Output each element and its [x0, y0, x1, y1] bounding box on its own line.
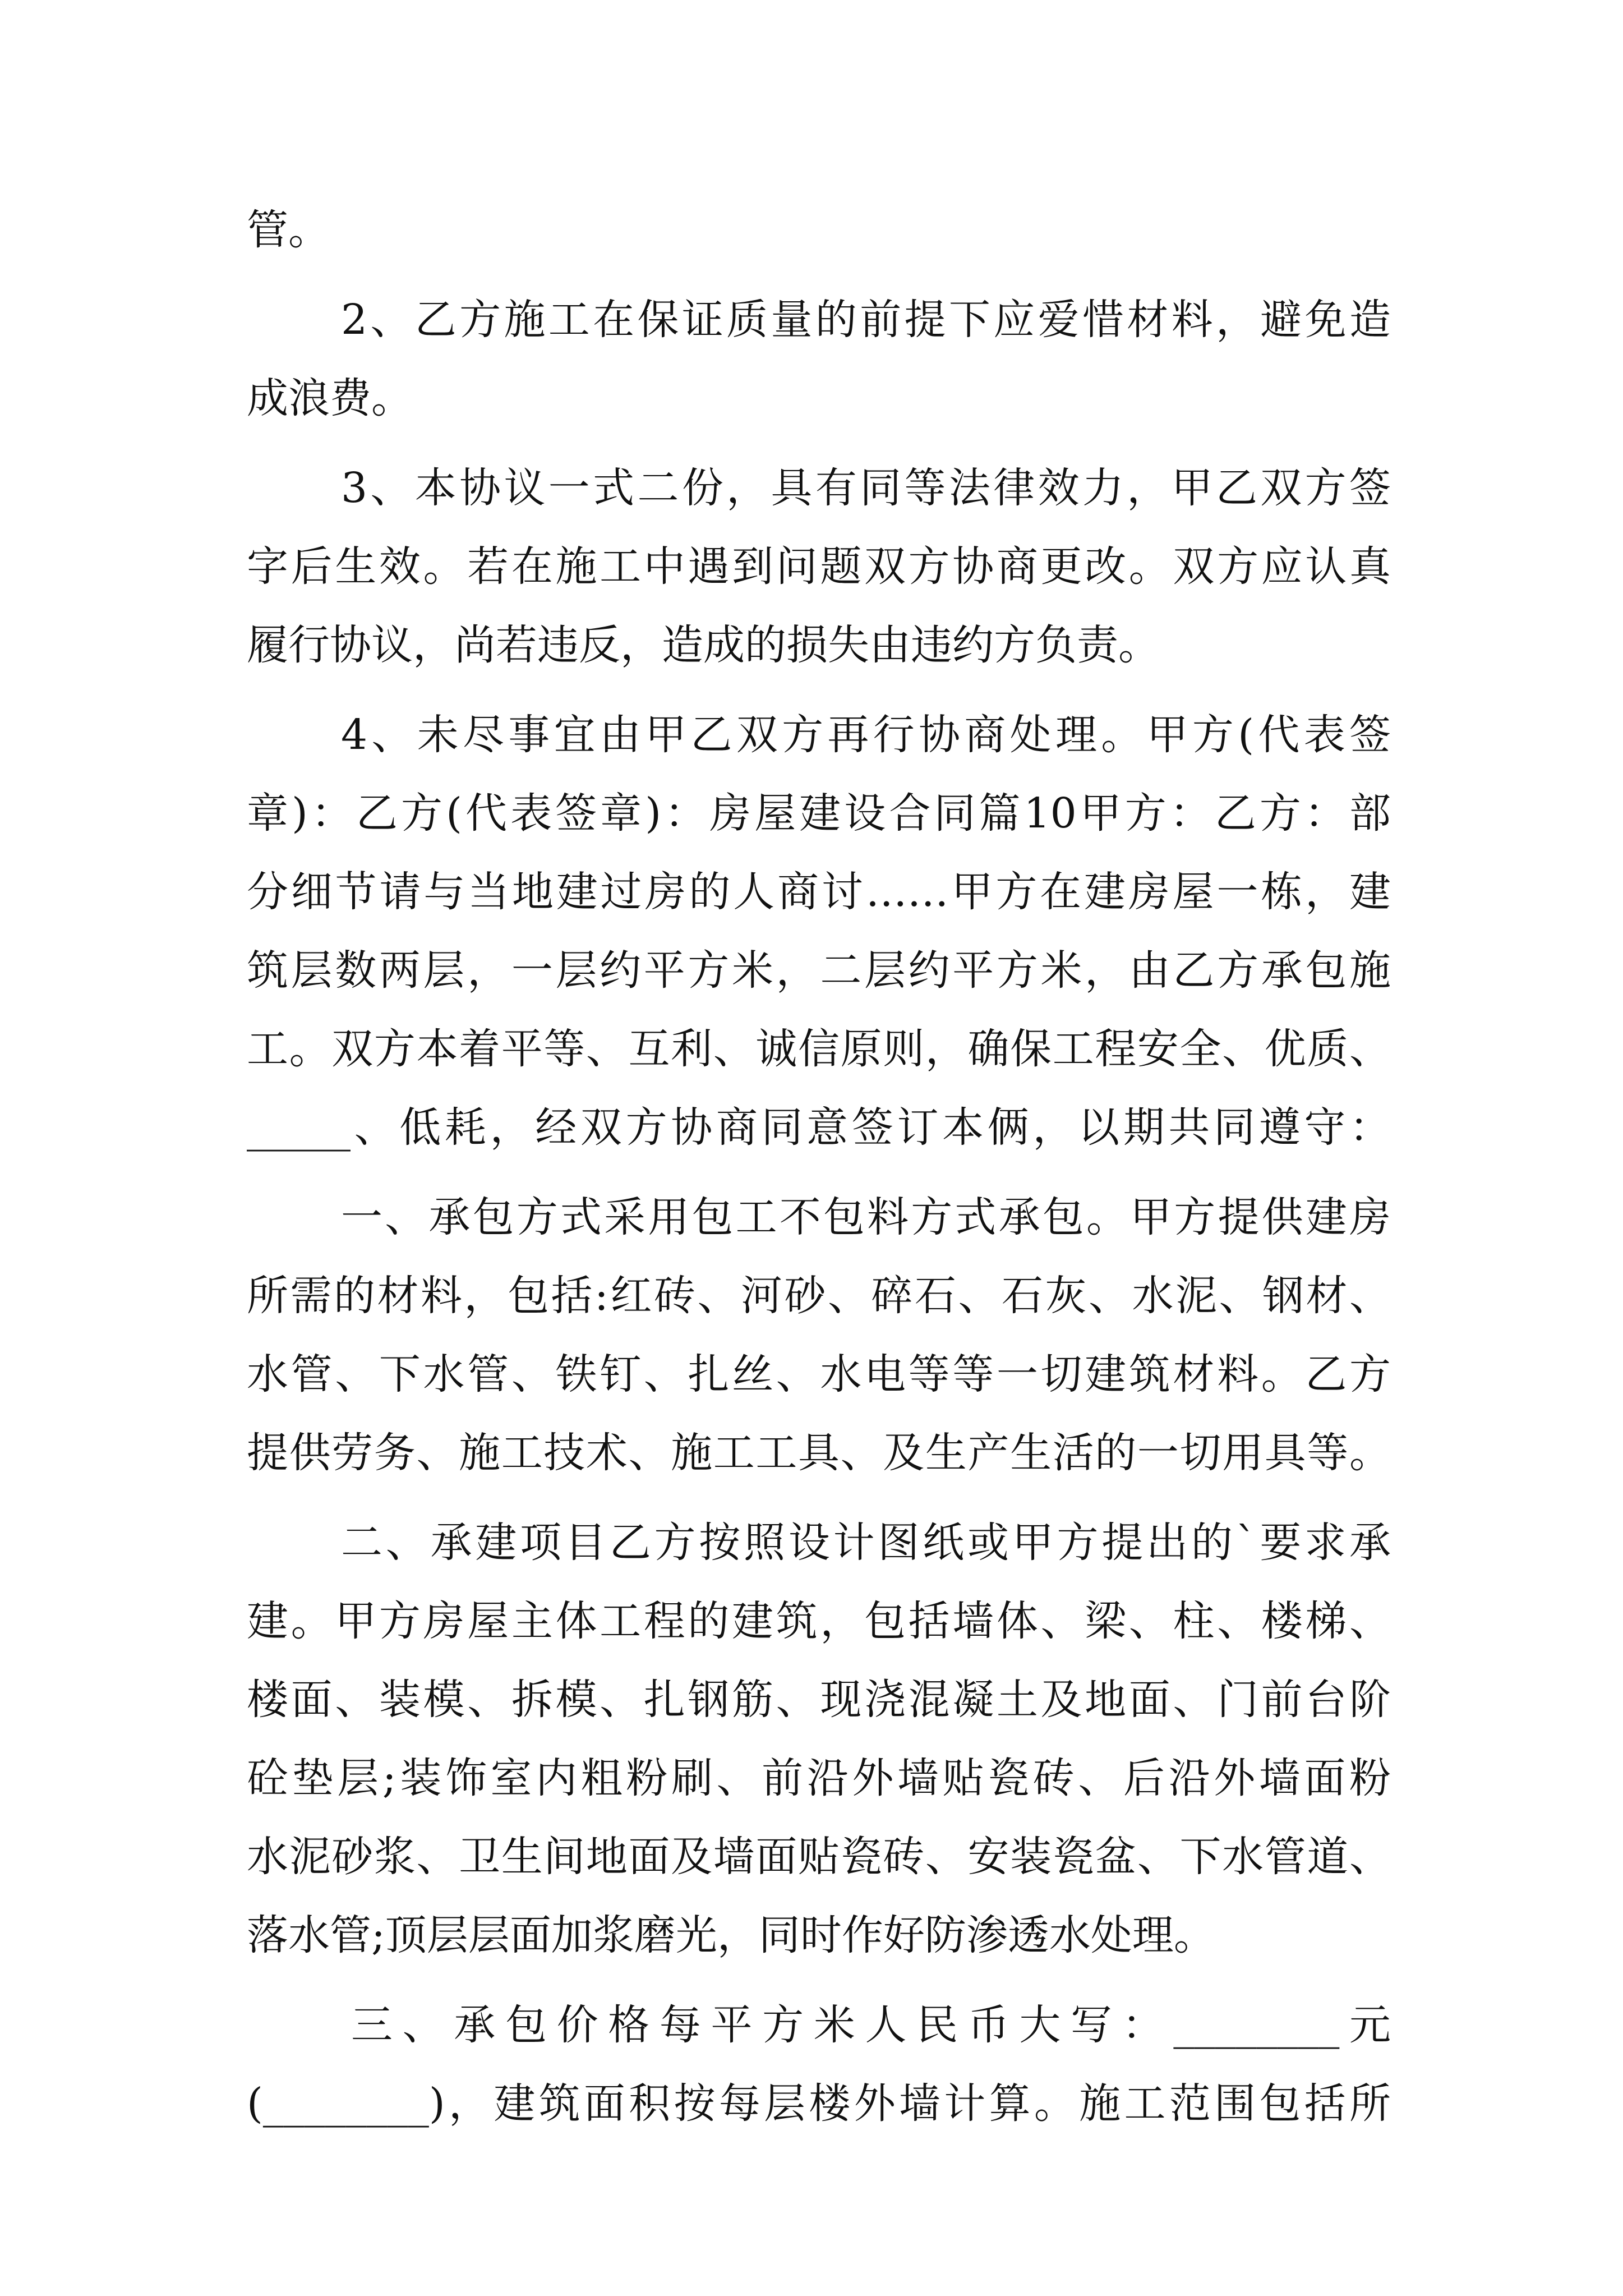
text-line: 一、承包方式采用包工不包料方式承包。甲方提供建房 — [341, 1193, 1391, 1241]
text-line: 水管、下水管、铁钉、扎丝、水电等等一切建筑材料。乙方 — [247, 1350, 1391, 1398]
text-line: 2、乙方施工在保证质量的前提下应爱惜材料，避免造 — [341, 296, 1391, 344]
text-line: 4、未尽事宜由甲乙双方再行协商处理。甲方(代表签 — [341, 711, 1391, 759]
text-line: 水泥砂浆、卫生间地面及墙面贴瓷砖、安装瓷盆、下水管道、 — [247, 1833, 1391, 1881]
text-line: 落水管;顶层层面加浆磨光，同时作好防渗透水处理。 — [247, 1911, 1215, 1959]
text-line: 工。双方本着平等、互利、诚信原则，确保工程安全、优质、 — [247, 1025, 1391, 1073]
text-line: _____、低耗，经双方协商同意签订本俩，以期共同遵守： — [247, 1103, 1391, 1152]
text-line: 分细节请与当地建过房的人商讨……甲方在建房屋一栋，建 — [247, 868, 1391, 916]
text-line: 字后生效。若在施工中遇到问题双方协商更改。双方应认真 — [247, 542, 1391, 591]
text-line: 筑层数两层，一层约平方米，二层约平方米，由乙方承包施 — [247, 946, 1391, 995]
text-line: 所需的材料，包括:红砖、河砂、碎石、石灰、水泥、钢材、 — [247, 1272, 1391, 1320]
text-line: 成浪费。 — [247, 374, 413, 422]
text-line: 提供劳务、施工技术、施工工具、及生产生活的一切用具等。 — [247, 1429, 1391, 1477]
text-line: 楼面、装模、拆模、扎钢筋、现浇混凝土及地面、门前台阶 — [247, 1676, 1391, 1724]
text-line: 章)：乙方(代表签章)：房屋建设合同篇10甲方：乙方：部 — [247, 789, 1391, 838]
text-line: 二、承建项目乙方按照设计图纸或甲方提出的`要求承 — [341, 1519, 1391, 1567]
text-line: 履行协议，尚若违反，造成的损失由违约方负责。 — [247, 621, 1160, 669]
text-line: 建。甲方房屋主体工程的建筑，包括墙体、梁、柱、楼梯、 — [247, 1597, 1391, 1645]
text-line: 砼垫层;装饰室内粗粉刷、前沿外墙贴瓷砖、后沿外墙面粉 — [247, 1754, 1391, 1802]
text-line: 3、本协议一式二份，具有同等法律效力，甲乙双方签 — [341, 464, 1391, 512]
text-line: (________)，建筑面积按每层楼外墙计算。施工范围包括所 — [247, 2079, 1391, 2128]
text-line: 管。 — [247, 206, 330, 254]
text-line: 三、承包价格每平方米人民币大写：________元 — [351, 2001, 1391, 2049]
